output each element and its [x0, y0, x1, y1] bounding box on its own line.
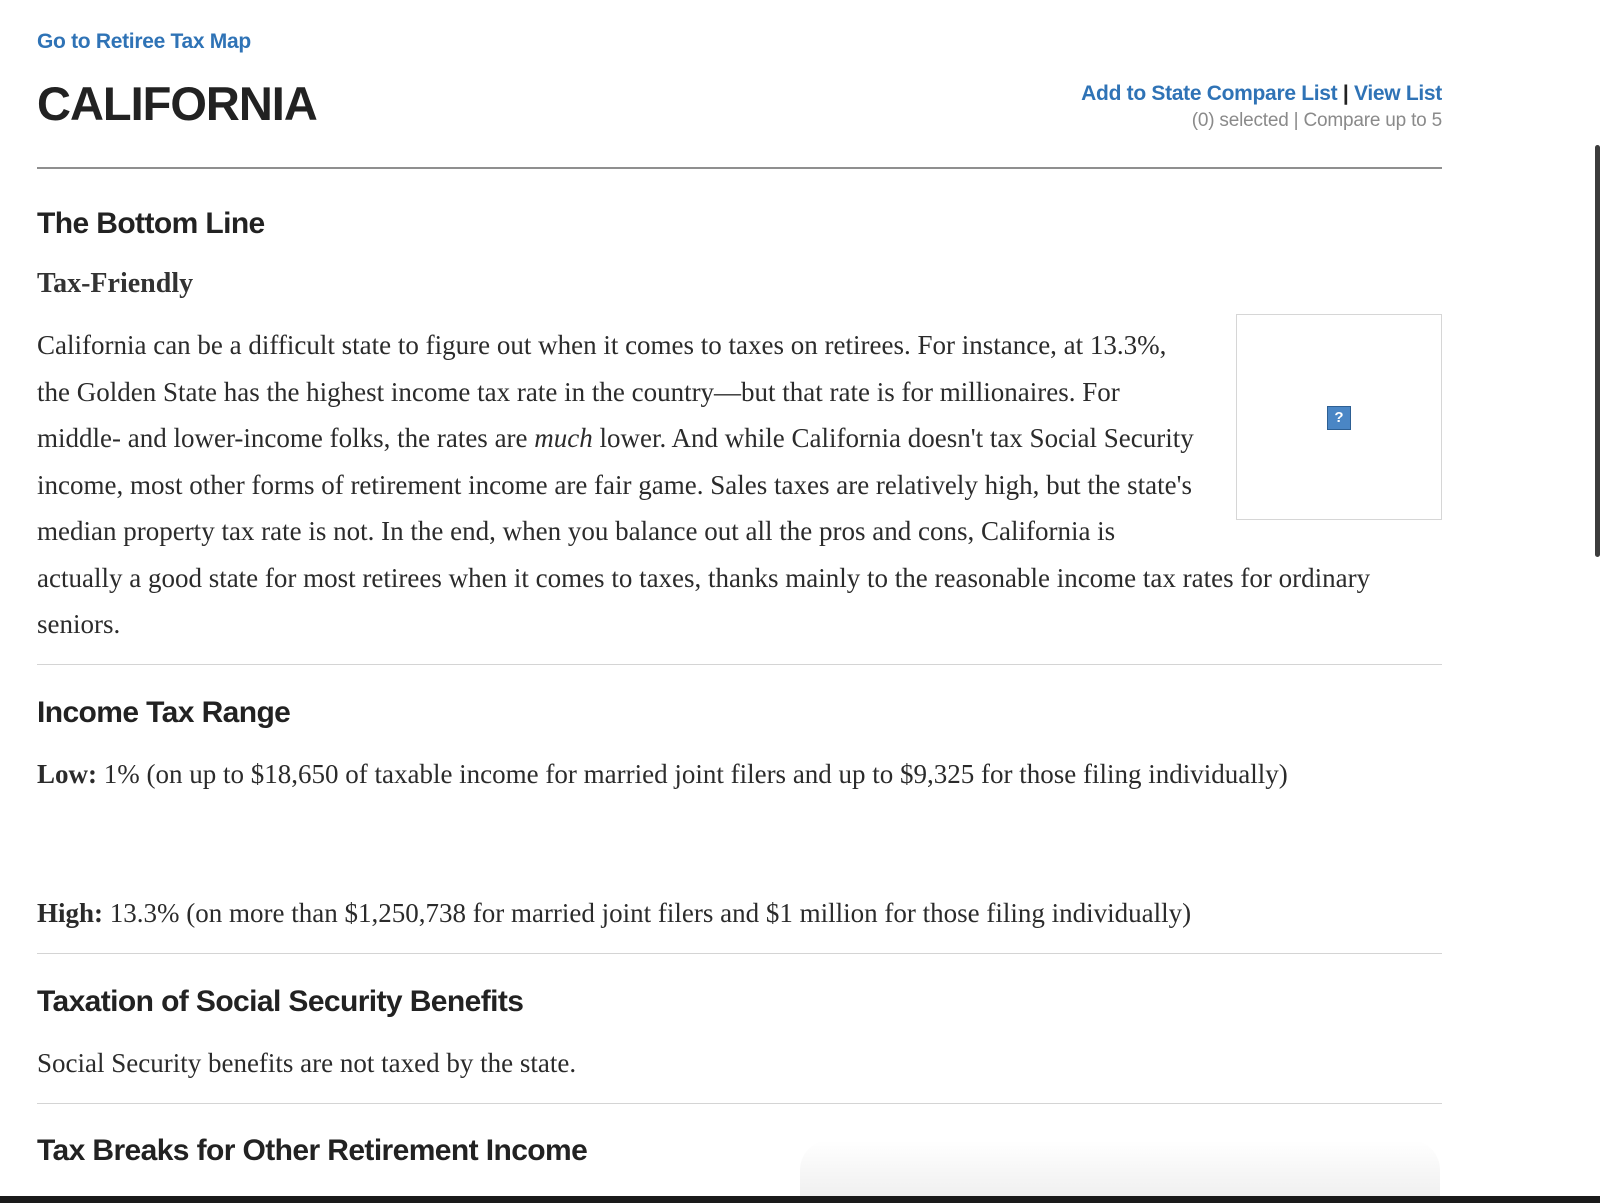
section-divider [37, 664, 1442, 665]
low-label: Low: [37, 759, 97, 789]
income-tax-low [37, 751, 1337, 798]
other-income-heading: Tax Breaks for Other Retirement Income [37, 1134, 588, 1167]
section-divider [37, 1103, 1442, 1104]
bottom-line-heading: The Bottom Line [37, 207, 265, 240]
overlay-shadow [800, 1140, 1440, 1196]
income-tax-high [37, 890, 1442, 937]
paragraph-text-part2: lower. And while California doesn't tax Social Security income, most other forms of retirement income are fair game. Sales taxes are relatively high, but the state's median property tax rate is not. In the end, when you balance out all the pros and cons, California is actually a good state for most retirees when it comes to taxes, thanks mainly to the reasonable income tax rates for ordinary seniors. [37, 423, 1371, 639]
page-title: CALIFORNIA [37, 77, 317, 130]
scrollbar-thumb[interactable] [1595, 145, 1600, 557]
view-list-link[interactable]: View List [1354, 82, 1442, 105]
state-image-frame [1236, 314, 1442, 520]
social-security-heading: Taxation of Social Security Benefits [37, 985, 524, 1018]
add-to-compare-link[interactable]: Add to State Compare List [1081, 82, 1338, 105]
compare-separator: | [1342, 82, 1349, 105]
paragraph-emphasis: much [534, 423, 593, 453]
low-text: 1% (on up to $18,650 of taxable income for married joint filers and up to $9,325 for those filing individually) [97, 759, 1288, 789]
section-divider [37, 953, 1442, 954]
social-security-text: Social Security benefits are not taxed by the state. [37, 1048, 577, 1078]
bottom-line-paragraph [37, 322, 1442, 648]
income-tax-heading: Income Tax Range [37, 696, 291, 729]
header-divider [37, 167, 1442, 169]
compare-box [1081, 82, 1442, 132]
compare-links [1081, 82, 1442, 106]
retiree-tax-map-link[interactable]: Go to Retiree Tax Map [37, 30, 251, 53]
high-text: 13.3% (on more than $1,250,738 for married joint filers and $1 million for those filing individually) [103, 898, 1192, 928]
compare-status: (0) selected | Compare up to 5 [1191, 110, 1442, 131]
high-label: High: [37, 898, 104, 928]
broken-image-icon: ? [1327, 406, 1351, 430]
paragraph-text-part1: California can be a difficult state to figure out when it comes to taxes on retirees. For instance, at 13.3%, the Golden State has the highest income tax rate in the country—but that rate is for millionaires. For middle- and lower-income folks, the rates are [37, 330, 1167, 453]
bottom-edge-bar [0, 1196, 1600, 1203]
tax-rating: Tax-Friendly [37, 268, 194, 299]
